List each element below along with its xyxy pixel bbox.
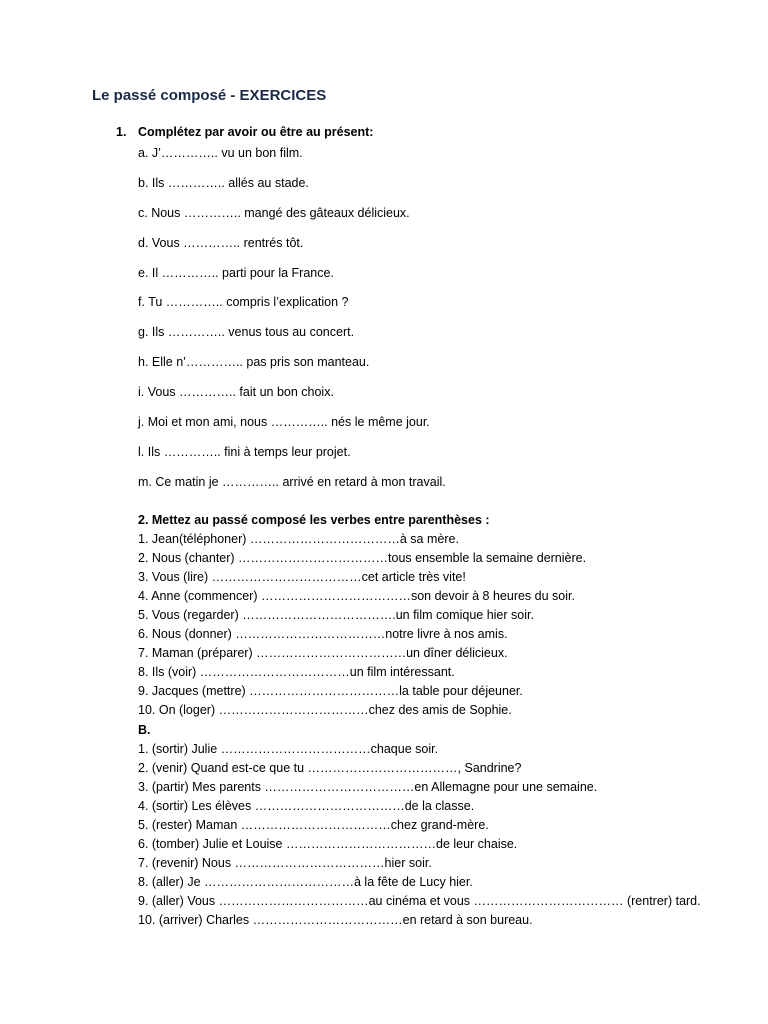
exercise-1-item: i. Vous ………….. fait un bon choix. [138, 385, 334, 400]
exercise-2-item: 6. Nous (donner) ………………………………notre livre à nos amis. [138, 627, 508, 642]
exercise-2b-item: 10. (arriver) Charles ………………………………en retard à son bureau. [138, 912, 533, 927]
exercise-2b-heading: B. [138, 722, 151, 737]
exercise-2-item: 9. Jacques (mettre) ………………………………la table pour déjeuner. [138, 684, 523, 699]
page-title: Le passé composé - EXERCICES [92, 87, 327, 104]
exercise-1-item: l. Ils ………….. fini à temps leur projet. [138, 444, 351, 459]
exercise-2 [138, 511, 701, 930]
exercise-1-number: 1. [116, 125, 127, 139]
exercise-1-heading-text: Complétez par avoir ou être au présent: [138, 125, 374, 139]
exercise-2b-item: 1. (sortir) Julie ………………………………chaque soir. [138, 741, 439, 756]
exercise-1-item: f. Tu ………….. compris l’explication ? [138, 295, 349, 310]
exercise-1-list [138, 145, 446, 504]
exercise-1-item: j. Moi et mon ami, nous ………….. nés le même jour. [138, 415, 430, 430]
exercise-2b-item: 2. (venir) Quand est-ce que tu ………………………………, Sandrine? [138, 760, 522, 775]
exercise-1-item: d. Vous ………….. rentrés tôt. [138, 235, 304, 250]
exercise-2b-item: 8. (aller) Je ………………………………à la fête de Lucy hier. [138, 874, 473, 889]
exercise-2b-item: 7. (revenir) Nous ………………………………hier soir. [138, 855, 432, 870]
exercise-1-item: b. Ils ………….. allés au stade. [138, 175, 309, 190]
exercise-1-heading [116, 125, 373, 139]
exercise-2-item: 7. Maman (préparer) ………………………………un dîner délicieux. [138, 646, 508, 661]
exercise-1-item: g. Ils ………….. venus tous au concert. [138, 325, 355, 340]
exercise-2b-item: 3. (partir) Mes parents ………………………………en Allemagne pour une semaine. [138, 779, 598, 794]
exercise-1-item: a. J’………….. vu un bon film. [138, 146, 303, 160]
exercise-2-item: 5. Vous (regarder) ……………………………….un film comique hier soir. [138, 608, 534, 623]
exercise-2-heading: 2. Mettez au passé composé les verbes entre parenthèses : [138, 513, 490, 527]
exercise-2-item: 4. Anne (commencer) ………………………………son devoir à 8 heures du soir. [138, 589, 575, 604]
exercise-2-item: 8. Ils (voir) ………………………………un film intéressant. [138, 665, 455, 680]
exercise-2b-item: 9. (aller) Vous ………………………………au cinéma et vous ……………………………… (rentrer) tard. [138, 893, 701, 908]
exercise-2-item: 1. Jean(téléphoner) ………………………………à sa mère. [138, 532, 459, 547]
exercise-1-item: c. Nous ………….. mangé des gâteaux délicieux. [138, 205, 410, 220]
exercise-1-item: m. Ce matin je ………….. arrivé en retard à mon travail. [138, 474, 446, 489]
exercise-2b-item: 4. (sortir) Les élèves ………………………………de la classe. [138, 798, 475, 813]
exercise-2-item: 10. On (loger) ………………………………chez des amis de Sophie. [138, 703, 512, 718]
exercise-2b-item: 5. (rester) Maman ………………………………chez grand-mère. [138, 817, 489, 832]
exercise-1-item: e. Il ………….. parti pour la France. [138, 265, 334, 280]
exercise-1-item: h. Elle n’………….. pas pris son manteau. [138, 355, 370, 370]
exercise-2b-item: 6. (tomber) Julie et Louise ………………………………de leur chaise. [138, 836, 518, 851]
exercise-2-item: 3. Vous (lire) ………………………………cet article très vite! [138, 570, 466, 585]
exercise-2-item: 2. Nous (chanter) ………………………………tous ensemble la semaine dernière. [138, 551, 587, 566]
